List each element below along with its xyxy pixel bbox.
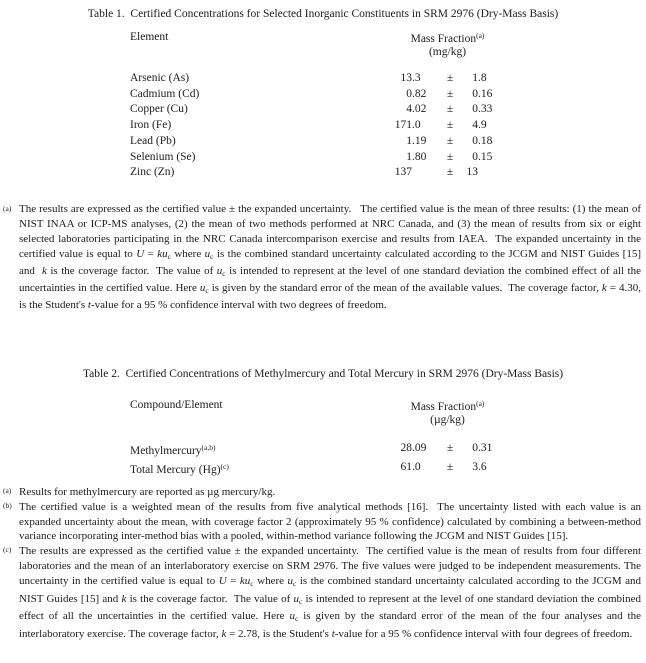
- element-cell: Cadmium (Cd): [130, 87, 200, 100]
- table-row: [0, 440, 646, 459]
- element-cell: Lead (Pb): [130, 134, 176, 147]
- footnote-marker: (b): [3, 500, 12, 510]
- value-cell: 1.19: [406, 134, 427, 147]
- table-row: [0, 102, 646, 118]
- table2-mass-fraction-header: Mass Fraction$^{(a)}$: [410, 399, 485, 413]
- uncertainty-cell: 0.31: [472, 442, 493, 454]
- plus-minus-sign: ±: [446, 461, 454, 473]
- value-cell: 171.0: [394, 119, 421, 132]
- footnote-text: The certified value is a weighted mean of the results from five analytical methods [16]. The uncertainty listed with each value is an expanded uncertainty about the mean, with coverage factor 2 (approximately 95 % confidence) calculated by combining a between-method variance incorporating inter-method bias with a pooled, within-method variance following the JCGM and NIST Guides [15].: [19, 500, 644, 543]
- table2-body: [0, 440, 646, 478]
- uncertainty-cell: 13: [466, 166, 478, 179]
- plus-minus-sign: ±: [446, 442, 454, 454]
- footnote-text: The results are expressed as the certified value ± the expanded uncertainty. The certified value is the mean of results from four different laboratories and the mean of an interlaboratory exercise on SRM 2976. The five values were judged to be independent measurements. The uncertainty in the certified value is equal to U = kuc where uc is the combined standard uncertainty calculated according to the JCGM and NIST Guides [15] and k is the coverage factor. The value of uc is intended to represent at the level of one standard deviation the combined effect of all the uncertainties in the certified value. Here uc is given by the standard error of the mean of the four analyses and the interlaboratory exercise. The coverage factor, k = 2.78, is the Student's t-value for a 95 % confidence interval with four degrees of freedom.: [19, 545, 644, 641]
- table-row: [0, 134, 646, 150]
- table1-title: Table 1. Certified Concentrations for Selected Inorganic Constituents in SRM 2976 (Dry-Mass Basis): [87, 8, 559, 20]
- value-cell: 1.80: [406, 150, 427, 163]
- element-cell: Zinc (Zn): [130, 166, 175, 179]
- table1-element-header: Element: [130, 31, 169, 43]
- compound-cell: Total Mercury $(Hg)^{(c)}$: [130, 462, 229, 476]
- value-cell: 13.3: [400, 72, 421, 84]
- plus-minus-sign: ±: [446, 87, 454, 100]
- footnote-marker: (a): [3, 204, 12, 213]
- table1-body: [0, 71, 646, 181]
- table1-footnotes: [3, 202, 644, 313]
- table-row: [0, 87, 646, 103]
- plus-minus-sign: ±: [446, 103, 454, 116]
- plus-minus-sign: ±: [446, 72, 454, 84]
- table1-mass-fraction-header: Mass Fraction$^{(a)}$: [410, 31, 485, 45]
- plus-minus-sign: ±: [446, 119, 454, 132]
- uncertainty-cell: 0.33: [472, 103, 493, 116]
- uncertainty-cell: 0.18: [472, 134, 493, 147]
- table-row: [0, 118, 646, 134]
- footnote-a: [3, 485, 641, 500]
- uncertainty-cell: 4.9: [472, 119, 487, 132]
- element-cell: Copper (Cu): [130, 103, 188, 116]
- table2-title: Table 2. Certified Concentrations of Methylmercury and Total Mercury in SRM 2976 (Dry-Mass Basis): [82, 368, 564, 380]
- plus-minus-sign: ±: [446, 134, 454, 147]
- footnote-b: [3, 500, 644, 544]
- uncertainty-cell: 3.6: [472, 461, 487, 473]
- uncertainty-cell: 0.16: [472, 87, 493, 100]
- table-row: [0, 165, 646, 181]
- compound-cell: Methylmercury$^{(a,b)}$: [130, 443, 216, 457]
- element-cell: Arsenic (As): [130, 72, 190, 84]
- footnote-marker: (a): [3, 486, 12, 495]
- table2-footnotes: [3, 485, 644, 642]
- element-cell: Iron (Fe): [130, 119, 172, 132]
- footnote-text: Results for methylmercury are reported as µg mercury/kg.: [19, 486, 276, 498]
- table2-compound-header: Compound/Element: [130, 399, 223, 411]
- table2-header-row: [0, 399, 646, 413]
- footnote-text: The results are expressed as the certified value ± the expanded uncertainty. The certified value is the mean of three results: (1) the mean of NIST INAA or ICP-MS analyses, (2) the mean of two methods performed at NRC Canada, and (3) the mean of results from six or eight selected laboratories participating in the NRC Canada intercomparison exercise and results from IAEA. The expanded uncertainty in the certified value is equal to U = kuc where uc is the combined standard uncertainty calculated according to the JCGM and NIST Guides [15] and k is the coverage factor. The value of uc is intended to represent at the level of one standard deviation the combined effect of all the uncertainties in the certified value. Here uc is given by the standard error of the mean of the available values. The coverage factor, k = 4.30, is the Student's t-value for a 95 % confidence interval with two degrees of freedom.: [19, 203, 644, 311]
- plus-minus-sign: ±: [446, 166, 454, 179]
- uncertainty-cell: 1.8: [472, 72, 487, 84]
- table1-unit-label: (mg/kg): [428, 46, 467, 58]
- footnote-marker: (c): [3, 545, 12, 555]
- footnote-a: [3, 202, 644, 313]
- value-cell: 0.82: [406, 87, 427, 100]
- value-cell: 4.02: [406, 103, 427, 116]
- table-row: [0, 71, 646, 87]
- footnote-c: [3, 544, 644, 642]
- table-row: [0, 150, 646, 166]
- plus-minus-sign: ±: [446, 150, 454, 163]
- table-row: [0, 459, 646, 478]
- table1-header-row: [0, 31, 646, 45]
- value-cell: 61.0: [400, 461, 421, 473]
- table2-unit-label: (µg/kg): [430, 414, 465, 426]
- value-cell: 137: [394, 166, 412, 179]
- element-cell: Selenium (Se): [130, 150, 196, 163]
- uncertainty-cell: 0.15: [472, 150, 493, 163]
- value-cell: 28.09: [400, 442, 427, 454]
